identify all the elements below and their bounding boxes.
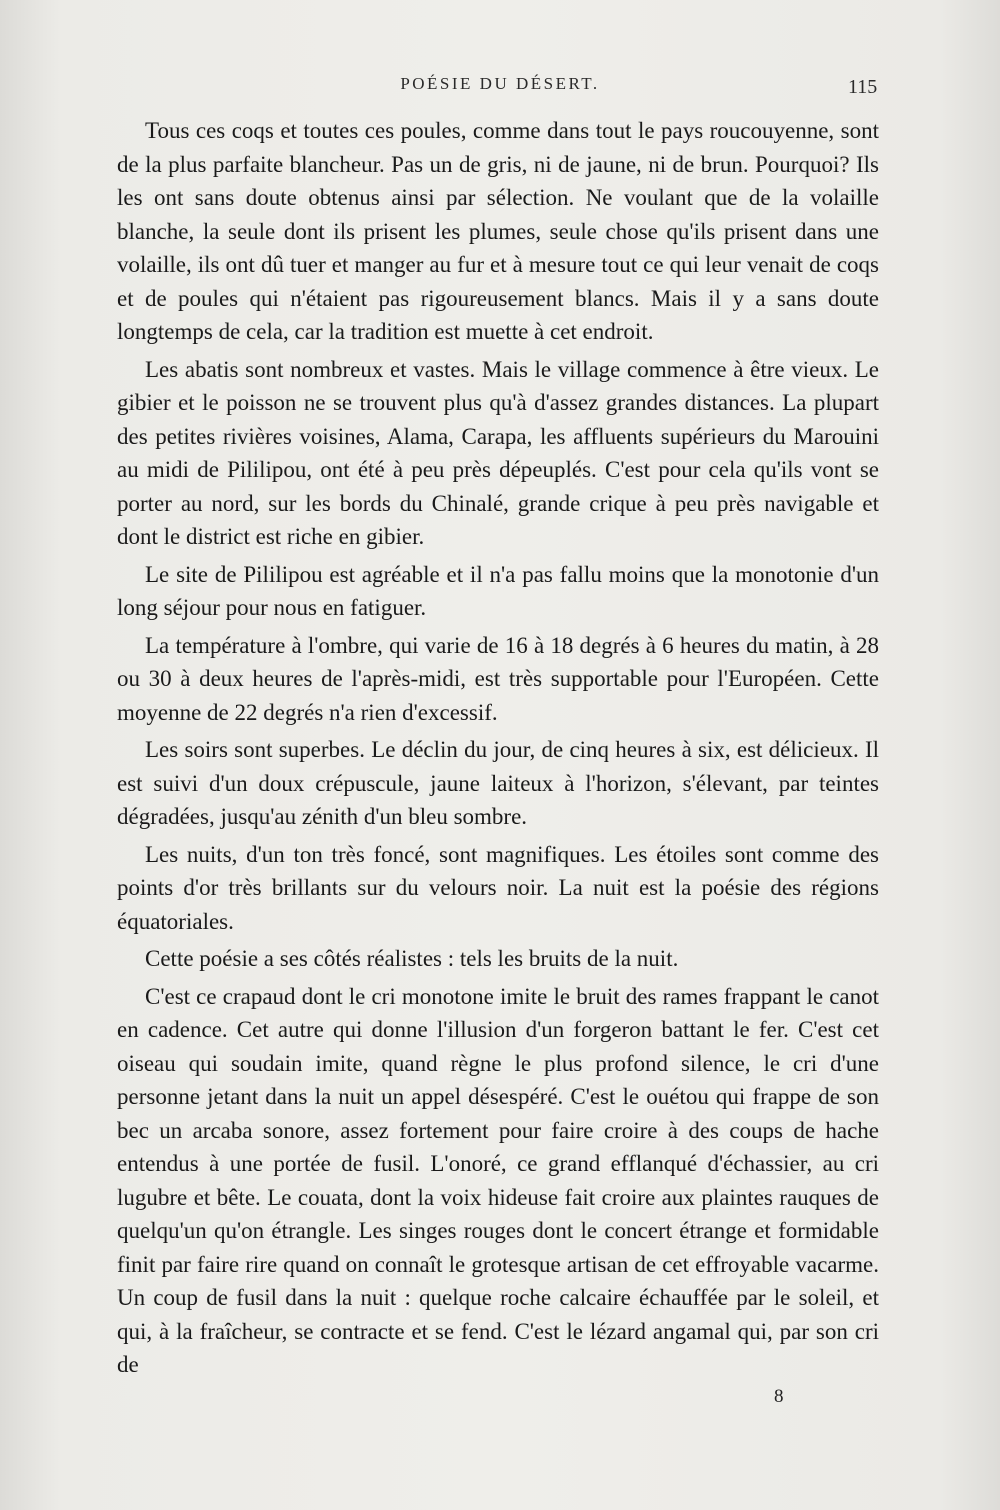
body-text xyxy=(117,114,879,1386)
paragraph: La température à l'ombre, qui varie de 16 à 18 degrés à 6 heures du matin, à 28 ou 30 à deux heures de l'après-midi, est très supportable pour l'Européen. Cette moyenne de 22 degrés n'a rien d'excessif. xyxy=(117,632,879,725)
paragraph: Les abatis sont nombreux et vastes. Mais le village commence à être vieux. Le gibier et le poisson ne se trouvent plus qu'à d'assez grandes distances. La plupart des petites rivières voisines, Alama, Carapa, les affluents supérieurs du Marouini au midi de Pililipou, ont été à peu près dépeuplés. C'est pour cela qu'ils vont se porter au nord, sur les bords du Chinalé, grande crique à peu près navigable et dont le district est riche en gibier. xyxy=(117,356,879,549)
page-number: 115 xyxy=(848,76,878,98)
paragraph: Cette poésie a ses côtés réalistes : tels les bruits de la nuit. xyxy=(145,946,679,971)
paragraph: C'est ce crapaud dont le cri monotone imite le bruit des rames frappant le canot en cadence. Cet autre qui donne l'illusion d'un forgeron battant le fer. C'est cet oiseau qui soudain imite, quand règne le plus profond silence, le cri d'une personne jetant dans la nuit un appel désespéré. C'est le ouétou qui frappe de son bec un arcaba sonore, assez fortement pour faire croire à des coups de hache entendus à une portée de fusil. L'onoré, ce grand efflanqué d'échassier, au cri lugubre et bête. Le couata, dont la voix hideuse fait croire aux plaintes rauques de quelqu'un qu'on étrangle. Les singes rouges dont le concert étrange et formidable finit par faire rire quand on connaît le grotesque artisan de cet effroyable vacarme. Un coup de fusil dans la nuit : quelque roche calcaire échauffée par le soleil, et qui, à la fraîcheur, se contracte et se fend. C'est le lézard angamal qui, par son cri de xyxy=(117,983,879,1377)
paragraph: Les soirs sont superbes. Le déclin du jour, de cinq heures à six, est délicieux. Il est suivi d'un doux crépuscule, jaune laiteux à l'horizon, s'élevant, par teintes dégradées, jusqu'au zénith d'un bleu sombre. xyxy=(117,737,879,829)
paragraph: Le site de Pililipou est agréable et il n'a pas fallu moins que la monotonie d'un long séjour pour nous en fatiguer. xyxy=(117,561,879,620)
signature-mark: 8 xyxy=(774,1386,784,1407)
paragraph: Les nuits, d'un ton très foncé, sont magnifiques. Les étoiles sont comme des points d'or très brillants sur du velours noir. La nuit est la poésie des régions équatoriales. xyxy=(117,841,879,934)
running-title: POÉSIE DU DÉSERT. xyxy=(400,74,600,93)
paragraph: Tous ces coqs et toutes ces poules, comme dans tout le pays roucouyenne, sont de la plus parfaite blancheur. Pas un de gris, ni de jaune, ni de brun. Pourquoi? Ils les ont sans doute obtenus ainsi par sélection. Ne voulant que de la volaille blanche, la seule dont ils prisent les plumes, seule chose qu'ils prisent dans une volaille, ils ont dû tuer et manger au fur et à mesure tout ce qui leur venait de coqs et de poules qui n'étaient pas rigoureusement blancs. Mais il y a sans doute longtemps de cela, car la tradition est muette à cet endroit. xyxy=(117,118,879,344)
